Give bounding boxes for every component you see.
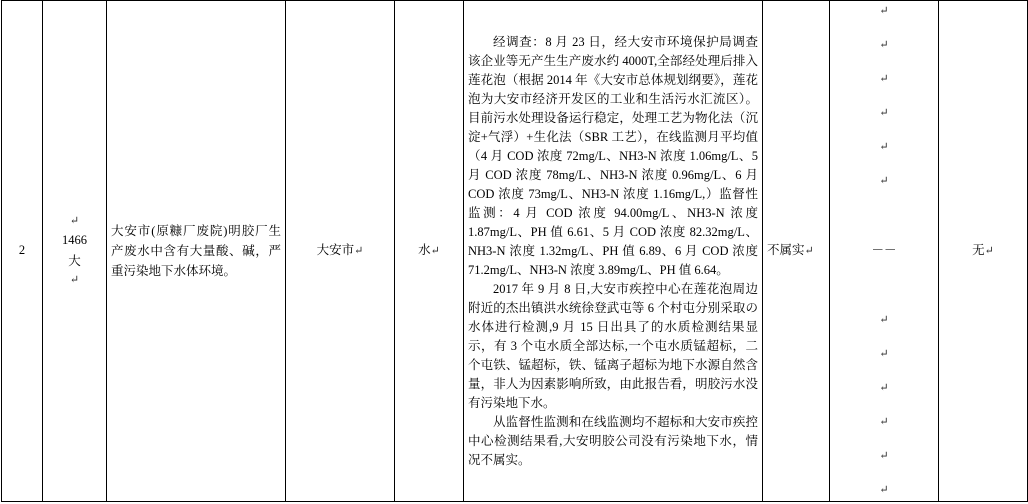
- cell-pollution-type: [395, 1, 464, 502]
- pilcrow-mark-15: ↵: [879, 415, 889, 428]
- detail-paragraph-1: 经调查：8 月 23 日，经大安市环境保护局调查该企业等无产生生产废水约 4000T,全部经处理后排入莲花泡（根据 2014 年《大安市总体规划纲要》，莲花泡为大安市经济开发区的工业和生活污水汇流区）。目前污水处理设备运行稳定，处理工艺为物化法（沉淀+气浮）+生化法（SBR 工艺），在线监测月平均值（4 月 COD 浓度 72mg/L、NH3-N 浓度 1.06mg/L、5 月 COD 浓度 78mg/L、NH3-N 浓度 0.96mg/L、6 月 COD 浓度 73mg/L、NH3-N 浓度 1.16mg/L,）监督性监测：4 月 COD 浓度 94.00mg/L、NH3-N 浓度 1.87mg/L、PH 值 6.61、5 月 COD 浓度 82.32mg/L、NH3-N 浓度 1.32mg/L、PH 值 6.89、6 月 COD 浓度 71.2mg/L、NH3-N 浓度 3.89mg/L、PH 值 6.64。: [468, 34, 758, 277]
- detail-paragraph-2: 2017 年 9 月 8 日,大安市疾控中心在莲花泡周边附近的杰出镇洪水统徐登武屯等 6 个村屯分别采取の水体进行检测,9 月 15 日出具了的水质检测结果显示，有 3 个屯水质全部达标,一个屯水质锰超标，二个屯铁、锰超标，铁、锰离子超标为地下水源自然含量，非人为因素影响所致，由此报告看，明胶污水没有污染地下水。: [468, 281, 758, 410]
- pilcrow-mark-14: ↵: [879, 381, 889, 394]
- pilcrow-mark-13: ↵: [879, 347, 889, 360]
- cell-complaint-subject: [107, 1, 286, 502]
- responsible-party-value: －－: [871, 243, 897, 258]
- responsible-pilcrow-top: [879, 3, 888, 190]
- table-row: [2, 1, 1028, 502]
- pilcrow-mark-8: ↵: [879, 73, 889, 86]
- responsible-pilcrow-bottom: [879, 312, 888, 499]
- location-text: 大安市: [316, 243, 355, 258]
- pollution-type-text: 水: [418, 243, 431, 258]
- pilcrow-mark-12: ↵: [879, 313, 889, 326]
- pilcrow-mark-7: ↵: [879, 39, 889, 52]
- verification-result-text: 不属实: [767, 243, 805, 258]
- row-number-text: 2: [18, 243, 26, 258]
- pilcrow-mark-18: ↵: [984, 245, 994, 258]
- cell-row-number: [2, 1, 43, 502]
- cell-investigation-detail: [464, 1, 763, 502]
- responsible-party-stack: [834, 1, 934, 501]
- pilcrow-mark-2: ↵: [69, 273, 80, 286]
- detail-paragraph-3: 从监督性监测和在线监测均不超标和大安市疾控中心检测结果看,大安明胶公司没有污染地下水，情况不属实。: [468, 414, 758, 467]
- cell-location: [286, 1, 395, 502]
- cell-verification-result: [763, 1, 830, 502]
- pilcrow-mark-3: ↵: [354, 245, 364, 258]
- pilcrow-mark-10: ↵: [879, 141, 889, 154]
- pilcrow-mark: ↵: [69, 215, 80, 228]
- case-code-line-1: 1466: [62, 233, 87, 248]
- cell-case-code: [43, 1, 107, 502]
- pilcrow-mark-6: ↵: [879, 5, 889, 17]
- pilcrow-mark-11: ↵: [879, 175, 889, 188]
- cell-punishment: [939, 1, 1028, 502]
- punishment-text: 无: [972, 243, 985, 258]
- investigation-detail-body: [468, 33, 758, 470]
- case-code-line-2: 大: [68, 253, 81, 268]
- pilcrow-mark-9: ↵: [879, 107, 889, 120]
- case-code-stack: [47, 213, 102, 289]
- cell-responsible-party: [830, 1, 939, 502]
- complaint-subject-text: 大安市(原糠厂废院)明胶厂生产废水中含有大量酸、碱，严重污染地下水体环境。: [111, 224, 281, 278]
- pilcrow-mark-5: ↵: [804, 245, 814, 258]
- pilcrow-mark-16: ↵: [879, 449, 889, 462]
- pilcrow-mark-17: ↵: [879, 483, 889, 496]
- inspection-record-table: [1, 0, 1028, 502]
- pilcrow-mark-4: ↵: [430, 245, 440, 258]
